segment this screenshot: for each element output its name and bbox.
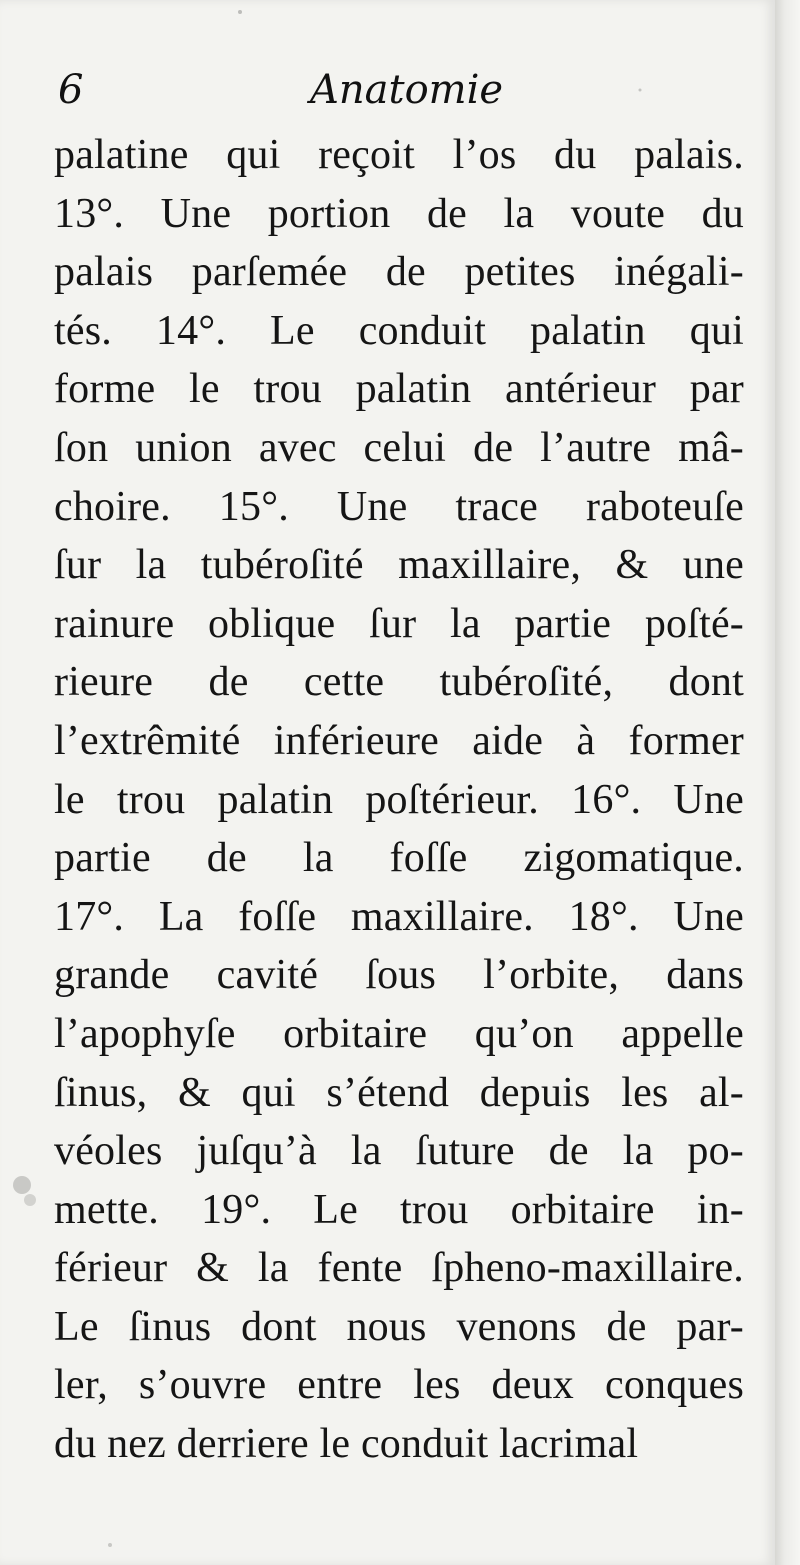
body-text (54, 126, 744, 1474)
text-line: grande cavité ſous l’orbite, dans (54, 952, 744, 999)
text-line: du nez derriere le conduit lacrimal (54, 1421, 639, 1468)
text-line: 17°. La foſſe maxillaire. 18°. Une (54, 893, 744, 940)
page-gutter (775, 0, 800, 1565)
text-line: ſon union avec celui de l’autre mâ- (54, 424, 744, 471)
text-line: férieur & la fente ſpheno-maxillaire. (54, 1245, 744, 1292)
text-line: le trou palatin poſtérieur. 16°. Une (54, 776, 744, 823)
text-line: forme le trou palatin antérieur par (54, 366, 744, 413)
text-line: l’apophyſe orbitaire qu’on appelle (54, 1010, 744, 1057)
text-line: ler, s’ouvre entre les deux conques (54, 1362, 744, 1409)
text-line: rainure oblique ſur la partie poſté- (54, 600, 744, 647)
text-line: mette. 19°. Le trou orbitaire in- (54, 1186, 744, 1233)
speck (24, 1194, 36, 1206)
speck (238, 10, 242, 14)
text-line: partie de la foſſe zigomatique. (54, 835, 744, 882)
running-head: Anatomie (310, 67, 504, 113)
text-line: ſur la tubéroſité maxillaire, & une (54, 542, 744, 589)
text-line: palatine qui reçoit l’os du palais. (54, 132, 744, 178)
text-line: l’extrêmité inférieure aide à former (54, 717, 744, 764)
speck (13, 1176, 31, 1194)
text-line: 13°. Une portion de la voute du (54, 190, 744, 237)
text-line: ſinus, & qui s’étend depuis les al- (54, 1069, 744, 1116)
text-line: rieure de cette tubéroſité, dont (54, 659, 744, 706)
speck (108, 1543, 112, 1547)
text-line: Le ſinus dont nous venons de par- (54, 1303, 744, 1350)
text-line: véoles juſqu’à la ſuture de la po- (54, 1128, 744, 1175)
text-line: tés. 14°. Le conduit palatin qui (54, 307, 744, 354)
text-line: choire. 15°. Une trace raboteuſe (54, 483, 744, 530)
page-header (58, 62, 738, 122)
page-number: 6 (58, 67, 84, 113)
text-line: palais parſemée de petites inégali- (54, 249, 744, 296)
